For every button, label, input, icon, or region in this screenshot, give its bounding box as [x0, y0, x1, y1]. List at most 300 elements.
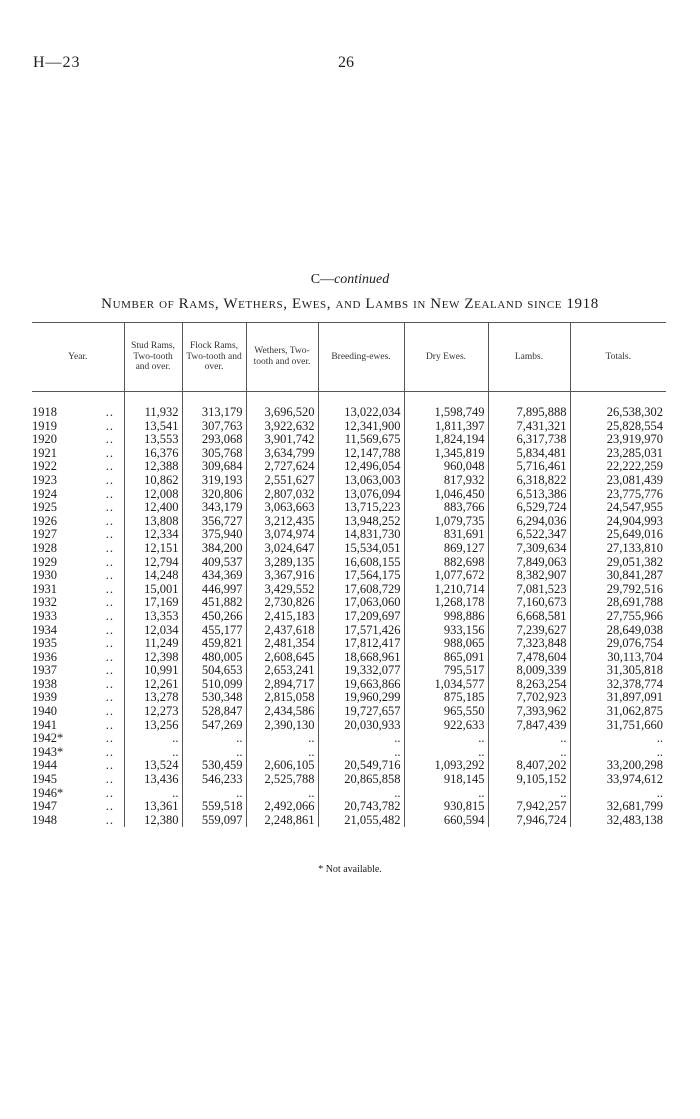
cell-totals: 24,547,955: [570, 501, 666, 515]
cell-lambs: 7,393,962: [488, 705, 570, 719]
cell-dry-ewes: 869,127: [404, 542, 488, 556]
cell-totals: 23,081,439: [570, 474, 666, 488]
cell-totals: 23,919,970: [570, 433, 666, 447]
cell-totals: 31,062,875: [570, 705, 666, 719]
cell-lambs: 8,263,254: [488, 678, 570, 692]
cell-stud-rams: 13,256: [124, 719, 182, 733]
cell-totals: 30,841,287: [570, 569, 666, 583]
cell-stud-rams: 14,248: [124, 569, 182, 583]
cell-flock-rams: ..: [182, 732, 246, 746]
section-title: [0, 272, 700, 288]
cell-stud-rams: 13,524: [124, 759, 182, 773]
table-row: [32, 678, 666, 692]
cell-dry-ewes: 1,034,577: [404, 678, 488, 692]
cell-lambs: 7,702,923: [488, 691, 570, 705]
cell-stud-rams: 12,380: [124, 814, 182, 828]
cell-breeding-ewes: ..: [318, 732, 404, 746]
column-header-lambs: Lambs.: [488, 323, 570, 392]
cell-lambs: 7,946,724: [488, 814, 570, 828]
leader-dots: ..: [105, 608, 114, 623]
cell-breeding-ewes: 14,831,730: [318, 528, 404, 542]
cell-totals: 26,538,302: [570, 406, 666, 420]
cell-breeding-ewes: 13,076,094: [318, 488, 404, 502]
table-row: [32, 691, 666, 705]
leader-dots: ..: [105, 513, 114, 528]
cell-stud-rams: 13,541: [124, 420, 182, 434]
cell-wethers: 3,696,520: [246, 406, 318, 420]
cell-wethers: 2,437,618: [246, 624, 318, 638]
cell-wethers: 2,248,861: [246, 814, 318, 828]
table-row: [32, 501, 666, 515]
cell-year: [32, 787, 124, 801]
cell-stud-rams: 13,361: [124, 800, 182, 814]
leader-dots: ..: [105, 405, 114, 419]
cell-wethers: ..: [246, 787, 318, 801]
leader-dots: ..: [105, 500, 114, 515]
cell-year: [32, 773, 124, 787]
column-header-wethers: Wethers, Two-tooth and over.: [246, 323, 318, 392]
year-label: 1920: [32, 432, 57, 447]
cell-lambs: 7,895,888: [488, 406, 570, 420]
table-row: [32, 433, 666, 447]
year-label: 1932: [32, 595, 57, 610]
cell-flock-rams: 559,518: [182, 800, 246, 814]
cell-totals: 31,305,818: [570, 664, 666, 678]
cell-year: [32, 420, 124, 434]
table-row: [32, 732, 666, 746]
cell-year: [32, 814, 124, 828]
year-label: 1924: [32, 486, 57, 501]
cell-year: [32, 488, 124, 502]
cell-stud-rams: 11,932: [124, 406, 182, 420]
cell-breeding-ewes: 16,608,155: [318, 556, 404, 570]
cell-breeding-ewes: 17,571,426: [318, 624, 404, 638]
leader-dots: ..: [105, 432, 114, 447]
year-label: 1934: [32, 622, 57, 637]
cell-breeding-ewes: 19,332,077: [318, 664, 404, 678]
column-header-stud-rams: Stud Rams, Two-tooth and over.: [124, 323, 182, 392]
cell-totals: 23,285,031: [570, 447, 666, 461]
table-row: [32, 515, 666, 529]
table-row: [32, 773, 666, 787]
cell-flock-rams: 510,099: [182, 678, 246, 692]
cell-wethers: 2,390,130: [246, 719, 318, 733]
table-body: [32, 392, 666, 828]
cell-wethers: 2,815,058: [246, 691, 318, 705]
cell-year: [32, 732, 124, 746]
column-header-totals: Totals.: [570, 323, 666, 392]
cell-totals: 33,974,612: [570, 773, 666, 787]
cell-lambs: 6,513,386: [488, 488, 570, 502]
leader-dots: ..: [105, 663, 114, 678]
cell-totals: 31,751,660: [570, 719, 666, 733]
cell-flock-rams: 559,097: [182, 814, 246, 828]
cell-dry-ewes: 795,517: [404, 664, 488, 678]
year-label: 1942*: [32, 731, 64, 746]
leader-dots: ..: [105, 731, 114, 746]
cell-year: [32, 556, 124, 570]
cell-dry-ewes: ..: [404, 787, 488, 801]
cell-breeding-ewes: ..: [318, 746, 404, 760]
cell-dry-ewes: 998,886: [404, 610, 488, 624]
cell-year: [32, 433, 124, 447]
year-label: 1940: [32, 704, 57, 719]
cell-stud-rams: 17,169: [124, 596, 182, 610]
year-label: 1948: [32, 812, 57, 827]
cell-wethers: 3,367,916: [246, 569, 318, 583]
cell-lambs: ..: [488, 732, 570, 746]
table-row: [32, 814, 666, 828]
cell-flock-rams: 530,348: [182, 691, 246, 705]
cell-breeding-ewes: 17,608,729: [318, 583, 404, 597]
cell-totals: 29,076,754: [570, 637, 666, 651]
table-row: [32, 759, 666, 773]
cell-totals: 27,755,966: [570, 610, 666, 624]
cell-wethers: 3,922,632: [246, 420, 318, 434]
cell-breeding-ewes: 17,063,060: [318, 596, 404, 610]
cell-wethers: 2,525,788: [246, 773, 318, 787]
year-label: 1922: [32, 459, 57, 474]
cell-totals: 28,649,038: [570, 624, 666, 638]
cell-wethers: ..: [246, 732, 318, 746]
table-row: [32, 624, 666, 638]
table-row: [32, 569, 666, 583]
cell-totals: 32,483,138: [570, 814, 666, 828]
cell-stud-rams: 13,353: [124, 610, 182, 624]
cell-flock-rams: 375,940: [182, 528, 246, 542]
cell-wethers: 2,727,624: [246, 460, 318, 474]
leader-dots: ..: [105, 636, 114, 651]
leader-dots: ..: [105, 568, 114, 583]
cell-dry-ewes: 1,079,735: [404, 515, 488, 529]
cell-flock-rams: 455,177: [182, 624, 246, 638]
cell-dry-ewes: 933,156: [404, 624, 488, 638]
cell-breeding-ewes: 13,022,034: [318, 406, 404, 420]
spacer-row: [32, 392, 666, 407]
cell-year: [32, 460, 124, 474]
cell-flock-rams: 309,684: [182, 460, 246, 474]
cell-wethers: 3,289,135: [246, 556, 318, 570]
cell-lambs: 6,529,724: [488, 501, 570, 515]
section-label-continued: continued: [334, 272, 390, 287]
cell-dry-ewes: 1,268,178: [404, 596, 488, 610]
cell-totals: 27,133,810: [570, 542, 666, 556]
cell-year: [32, 447, 124, 461]
cell-year: [32, 678, 124, 692]
cell-flock-rams: 450,266: [182, 610, 246, 624]
cell-stud-rams: 12,794: [124, 556, 182, 570]
table-row: [32, 447, 666, 461]
leader-dots: ..: [105, 595, 114, 610]
cell-flock-rams: 409,537: [182, 556, 246, 570]
cell-stud-rams: 12,273: [124, 705, 182, 719]
leader-dots: ..: [105, 812, 114, 827]
cell-wethers: 2,434,586: [246, 705, 318, 719]
leader-dots: ..: [105, 676, 114, 691]
cell-year: [32, 569, 124, 583]
cell-dry-ewes: 660,594: [404, 814, 488, 828]
cell-wethers: 2,653,241: [246, 664, 318, 678]
cell-lambs: 6,317,738: [488, 433, 570, 447]
cell-dry-ewes: 1,598,749: [404, 406, 488, 420]
year-label: 1941: [32, 717, 57, 732]
cell-wethers: ..: [246, 746, 318, 760]
cell-dry-ewes: ..: [404, 732, 488, 746]
cell-breeding-ewes: 17,564,175: [318, 569, 404, 583]
leader-dots: ..: [105, 744, 114, 759]
cell-totals: 29,792,516: [570, 583, 666, 597]
cell-totals: 22,222,259: [570, 460, 666, 474]
column-header-year: Year.: [32, 323, 124, 392]
cell-dry-ewes: 1,345,819: [404, 447, 488, 461]
cell-wethers: 2,492,066: [246, 800, 318, 814]
cell-totals: ..: [570, 787, 666, 801]
table-row: [32, 460, 666, 474]
cell-stud-rams: 13,553: [124, 433, 182, 447]
cell-dry-ewes: 882,698: [404, 556, 488, 570]
cell-year: [32, 759, 124, 773]
cell-lambs: 5,834,481: [488, 447, 570, 461]
cell-year: [32, 610, 124, 624]
cell-stud-rams: 12,261: [124, 678, 182, 692]
cell-wethers: 2,608,645: [246, 651, 318, 665]
cell-dry-ewes: 817,932: [404, 474, 488, 488]
cell-stud-rams: 15,001: [124, 583, 182, 597]
cell-stud-rams: ..: [124, 746, 182, 760]
cell-lambs: ..: [488, 787, 570, 801]
cell-totals: 23,775,776: [570, 488, 666, 502]
table-row: [32, 406, 666, 420]
year-label: 1918: [32, 405, 57, 419]
cell-stud-rams: 12,334: [124, 528, 182, 542]
cell-totals: 32,681,799: [570, 800, 666, 814]
year-label: 1944: [32, 758, 57, 773]
cell-lambs: 8,407,202: [488, 759, 570, 773]
table-row: [32, 800, 666, 814]
table-row: [32, 556, 666, 570]
leader-dots: ..: [105, 772, 114, 787]
cell-year: [32, 583, 124, 597]
cell-breeding-ewes: 20,030,933: [318, 719, 404, 733]
cell-year: [32, 501, 124, 515]
cell-lambs: 7,239,627: [488, 624, 570, 638]
year-label: 1923: [32, 472, 57, 487]
cell-totals: 31,897,091: [570, 691, 666, 705]
cell-flock-rams: 504,653: [182, 664, 246, 678]
year-label: 1925: [32, 500, 57, 515]
cell-dry-ewes: 960,048: [404, 460, 488, 474]
leader-dots: ..: [105, 540, 114, 555]
table-row: [32, 488, 666, 502]
cell-flock-rams: ..: [182, 787, 246, 801]
cell-flock-rams: 480,005: [182, 651, 246, 665]
year-label: 1943*: [32, 744, 64, 759]
cell-breeding-ewes: 20,743,782: [318, 800, 404, 814]
cell-totals: 24,904,993: [570, 515, 666, 529]
cell-year: [32, 515, 124, 529]
cell-lambs: 7,942,257: [488, 800, 570, 814]
cell-lambs: 6,668,581: [488, 610, 570, 624]
cell-stud-rams: 12,008: [124, 488, 182, 502]
cell-stud-rams: 10,991: [124, 664, 182, 678]
year-label: 1939: [32, 690, 57, 705]
cell-flock-rams: ..: [182, 746, 246, 760]
year-label: 1929: [32, 554, 57, 569]
cell-flock-rams: 343,179: [182, 501, 246, 515]
leader-dots: ..: [105, 717, 114, 732]
leader-dots: ..: [105, 785, 114, 800]
cell-year: [32, 474, 124, 488]
cell-dry-ewes: 883,766: [404, 501, 488, 515]
cell-flock-rams: 434,369: [182, 569, 246, 583]
leader-dots: ..: [105, 649, 114, 664]
year-label: 1947: [32, 799, 57, 814]
table-row: [32, 787, 666, 801]
cell-lambs: 7,478,604: [488, 651, 570, 665]
cell-breeding-ewes: 13,948,252: [318, 515, 404, 529]
year-label: 1921: [32, 445, 57, 460]
cell-stud-rams: 16,376: [124, 447, 182, 461]
cell-year: [32, 719, 124, 733]
cell-year: [32, 528, 124, 542]
leader-dots: ..: [105, 527, 114, 542]
cell-year: [32, 651, 124, 665]
year-label: 1927: [32, 527, 57, 542]
cell-stud-rams: 12,034: [124, 624, 182, 638]
cell-stud-rams: ..: [124, 732, 182, 746]
cell-year: [32, 705, 124, 719]
year-label: 1938: [32, 676, 57, 691]
table-row: [32, 420, 666, 434]
cell-wethers: 2,415,183: [246, 610, 318, 624]
cell-flock-rams: 530,459: [182, 759, 246, 773]
cell-dry-ewes: 918,145: [404, 773, 488, 787]
cell-totals: 30,113,704: [570, 651, 666, 665]
cell-totals: ..: [570, 732, 666, 746]
cell-wethers: 3,901,742: [246, 433, 318, 447]
leader-dots: ..: [105, 459, 114, 474]
cell-breeding-ewes: 12,496,054: [318, 460, 404, 474]
page-number: 26: [338, 54, 354, 71]
cell-dry-ewes: 865,091: [404, 651, 488, 665]
cell-breeding-ewes: 19,960,299: [318, 691, 404, 705]
cell-flock-rams: 547,269: [182, 719, 246, 733]
cell-dry-ewes: 1,210,714: [404, 583, 488, 597]
cell-stud-rams: 12,151: [124, 542, 182, 556]
leader-dots: ..: [105, 445, 114, 460]
table-row: [32, 583, 666, 597]
cell-dry-ewes: 1,077,672: [404, 569, 488, 583]
cell-stud-rams: 12,398: [124, 651, 182, 665]
cell-year: [32, 691, 124, 705]
cell-breeding-ewes: 12,147,788: [318, 447, 404, 461]
leader-dots: ..: [105, 418, 114, 433]
cell-dry-ewes: 922,633: [404, 719, 488, 733]
leader-dots: ..: [105, 758, 114, 773]
cell-stud-rams: 12,400: [124, 501, 182, 515]
cell-breeding-ewes: 20,549,716: [318, 759, 404, 773]
year-label: 1935: [32, 636, 57, 651]
cell-breeding-ewes: 17,812,417: [318, 637, 404, 651]
year-label: 1937: [32, 663, 57, 678]
cell-lambs: 6,318,822: [488, 474, 570, 488]
year-label: 1919: [32, 418, 57, 433]
cell-breeding-ewes: 11,569,675: [318, 433, 404, 447]
column-header-dry-ewes: Dry Ewes.: [404, 323, 488, 392]
cell-stud-rams: 13,808: [124, 515, 182, 529]
cell-flock-rams: 313,179: [182, 406, 246, 420]
cell-dry-ewes: 1,046,450: [404, 488, 488, 502]
cell-breeding-ewes: 21,055,482: [318, 814, 404, 828]
leader-dots: ..: [105, 581, 114, 596]
footnote: * Not available.: [318, 864, 382, 875]
cell-year: [32, 800, 124, 814]
cell-dry-ewes: 875,185: [404, 691, 488, 705]
cell-dry-ewes: 1,093,292: [404, 759, 488, 773]
cell-stud-rams: ..: [124, 787, 182, 801]
cell-stud-rams: 11,249: [124, 637, 182, 651]
section-label: C—: [310, 272, 335, 287]
cell-wethers: 3,634,799: [246, 447, 318, 461]
cell-flock-rams: 459,821: [182, 637, 246, 651]
cell-flock-rams: 319,193: [182, 474, 246, 488]
cell-lambs: 9,105,152: [488, 773, 570, 787]
cell-dry-ewes: 831,691: [404, 528, 488, 542]
cell-breeding-ewes: 13,715,223: [318, 501, 404, 515]
cell-lambs: 7,160,673: [488, 596, 570, 610]
cell-wethers: 3,429,552: [246, 583, 318, 597]
table-row: [32, 637, 666, 651]
cell-wethers: 2,481,354: [246, 637, 318, 651]
cell-year: [32, 406, 124, 420]
cell-lambs: 7,309,634: [488, 542, 570, 556]
leader-dots: ..: [105, 554, 114, 569]
table-row: [32, 719, 666, 733]
cell-totals: 33,200,298: [570, 759, 666, 773]
cell-stud-rams: 13,278: [124, 691, 182, 705]
table-row: [32, 651, 666, 665]
cell-year: [32, 746, 124, 760]
cell-breeding-ewes: 19,663,866: [318, 678, 404, 692]
year-label: 1933: [32, 608, 57, 623]
cell-flock-rams: 546,233: [182, 773, 246, 787]
cell-flock-rams: 528,847: [182, 705, 246, 719]
page-reference: H—23: [33, 54, 81, 71]
cell-dry-ewes: 930,815: [404, 800, 488, 814]
cell-wethers: 2,730,826: [246, 596, 318, 610]
cell-wethers: 2,606,105: [246, 759, 318, 773]
cell-wethers: 2,807,032: [246, 488, 318, 502]
cell-year: [32, 596, 124, 610]
sheep-statistics-table: [32, 322, 666, 827]
cell-year: [32, 664, 124, 678]
cell-lambs: 7,849,063: [488, 556, 570, 570]
table-header-row: [32, 323, 666, 392]
cell-lambs: 5,716,461: [488, 460, 570, 474]
table-row: [32, 705, 666, 719]
cell-breeding-ewes: 20,865,858: [318, 773, 404, 787]
cell-lambs: 7,431,321: [488, 420, 570, 434]
cell-dry-ewes: 965,550: [404, 705, 488, 719]
cell-lambs: ..: [488, 746, 570, 760]
leader-dots: ..: [105, 622, 114, 637]
cell-wethers: 3,024,647: [246, 542, 318, 556]
table-row: [32, 610, 666, 624]
cell-stud-rams: 10,862: [124, 474, 182, 488]
cell-wethers: 2,551,627: [246, 474, 318, 488]
cell-year: [32, 542, 124, 556]
cell-breeding-ewes: 19,727,657: [318, 705, 404, 719]
